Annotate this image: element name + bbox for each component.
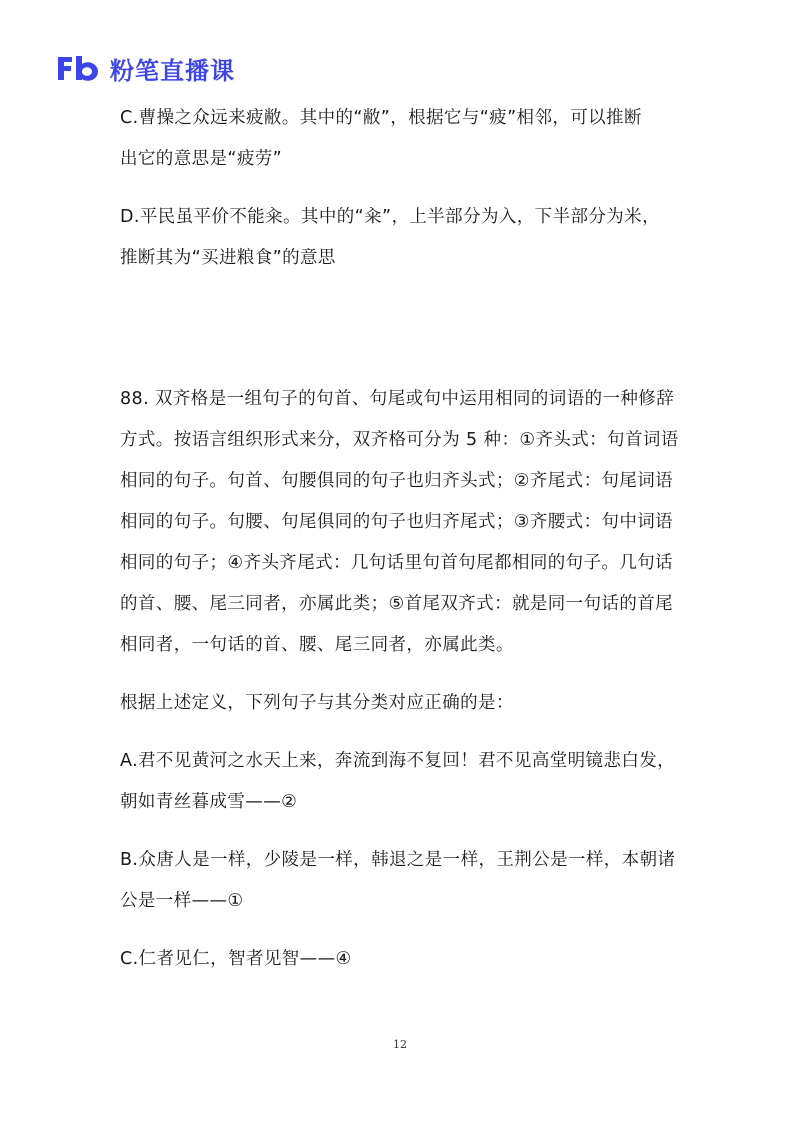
text-line: 相同者，一句话的首、腰、尾三同者，亦属此类。 [120, 635, 514, 655]
option-d-previous [120, 197, 690, 279]
option-c: C.仁者见仁，智者见智——④ [120, 949, 352, 969]
header [56, 52, 235, 84]
text-line: A.君不见黄河之水天上来，奔流到海不复回！君不见高堂明镜悲白发， [120, 751, 676, 771]
text-line: D.平民虽平价不能籴。其中的“籴”，上半部分为入，下半部分为米， [120, 207, 660, 227]
text-line: 相同的句子。句腰、句尾俱同的句子也归齐尾式；③齐腰式：句中词语 [120, 512, 674, 532]
page-number: 12 [393, 1038, 407, 1051]
text-line: 相同的句子。句首、句腰俱同的句子也归齐头式；②齐尾式：句尾词语 [120, 471, 674, 491]
brand-name: 粉笔直播课 [110, 56, 235, 85]
question-88-body [120, 379, 690, 666]
text-line: 推断其为“买进粮食”的意思 [120, 248, 336, 268]
text-line: 方式。按语言组织形式来分，双齐格可分为 5 种：①齐头式：句首词语 [120, 430, 679, 450]
question-88-prompt: 根据上述定义，下列句子与其分类对应正确的是： [120, 693, 514, 713]
fb-logo-icon [56, 54, 102, 82]
text-line: B.众唐人是一样，少陵是一样，韩退之是一样，王荆公是一样，本朝诸 [120, 850, 676, 870]
text-line: 相同的句子；④齐头齐尾式：几句话里句首句尾都相同的句子。几句话 [120, 553, 674, 573]
text-line: 88. 双齐格是一组句子的句首、句尾或句中运用相同的词语的一种修辞 [120, 389, 675, 409]
option-a [120, 741, 690, 823]
text-line: 朝如青丝暮成雪——② [120, 792, 298, 812]
text-line: C.曹操之众远来疲敝。其中的“敝”，根据它与“疲”相邻，可以推断 [120, 108, 642, 128]
text-line: 的首、腰、尾三同者，亦属此类；⑤首尾双齐式：就是同一句话的首尾 [120, 594, 674, 614]
page-content [120, 98, 690, 980]
text-line: 出它的意思是“疲劳” [120, 149, 283, 169]
text-line: 公是一样——① [120, 891, 244, 911]
option-c-previous [120, 98, 690, 180]
option-b [120, 840, 690, 922]
